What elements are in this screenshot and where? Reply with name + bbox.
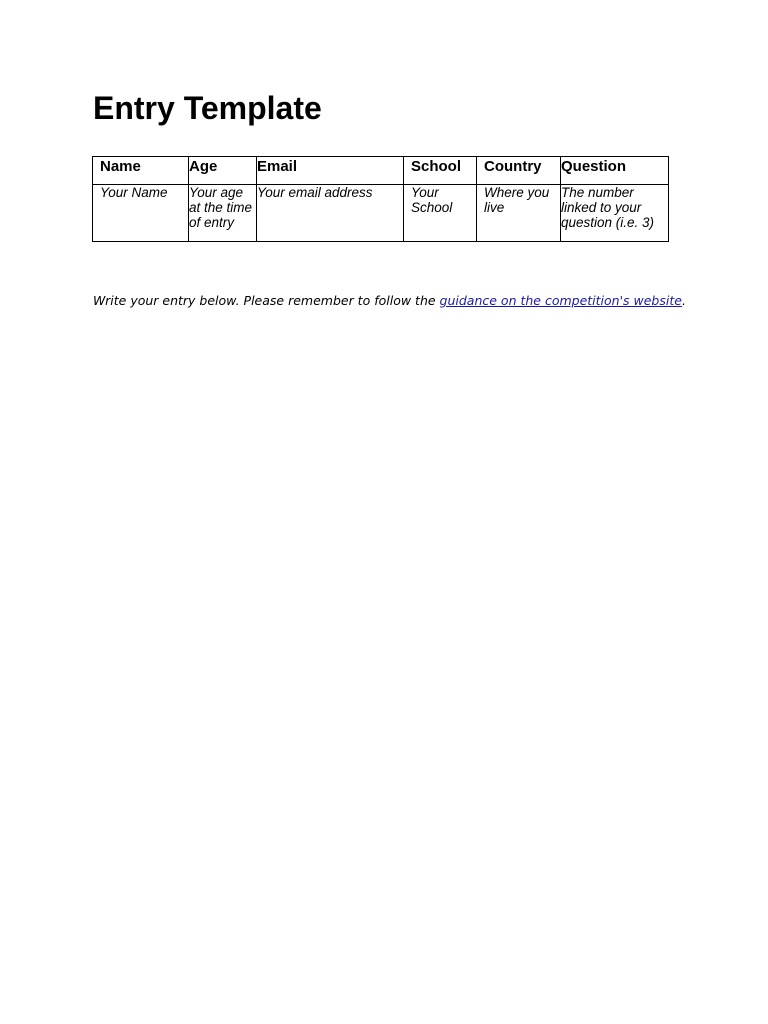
instruction-suffix: . (681, 293, 686, 308)
cell-name[interactable]: Your Name (93, 185, 189, 242)
header-email: Email (257, 157, 404, 185)
header-question: Question (561, 157, 669, 185)
table-header-row (93, 157, 669, 185)
cell-age[interactable]: Your age at the time of entry (189, 185, 257, 242)
competition-guidance-link[interactable]: guidance on the competition's website (439, 293, 682, 308)
page-title: Entry Template (93, 90, 322, 126)
cell-email[interactable]: Your email address (257, 185, 404, 242)
cell-country[interactable]: Where you live (477, 185, 561, 242)
header-school: School (404, 157, 477, 185)
cell-question[interactable]: The number linked to your question (i.e. 3) (561, 185, 669, 242)
table-row (93, 185, 669, 242)
instruction-text (93, 293, 686, 309)
entry-table (92, 156, 669, 242)
header-age: Age (189, 157, 257, 185)
header-country: Country (477, 157, 561, 185)
header-name: Name (93, 157, 189, 185)
cell-school[interactable]: Your School (404, 185, 477, 242)
instruction-lead: Write your entry below. Please remember to follow the (93, 293, 440, 308)
